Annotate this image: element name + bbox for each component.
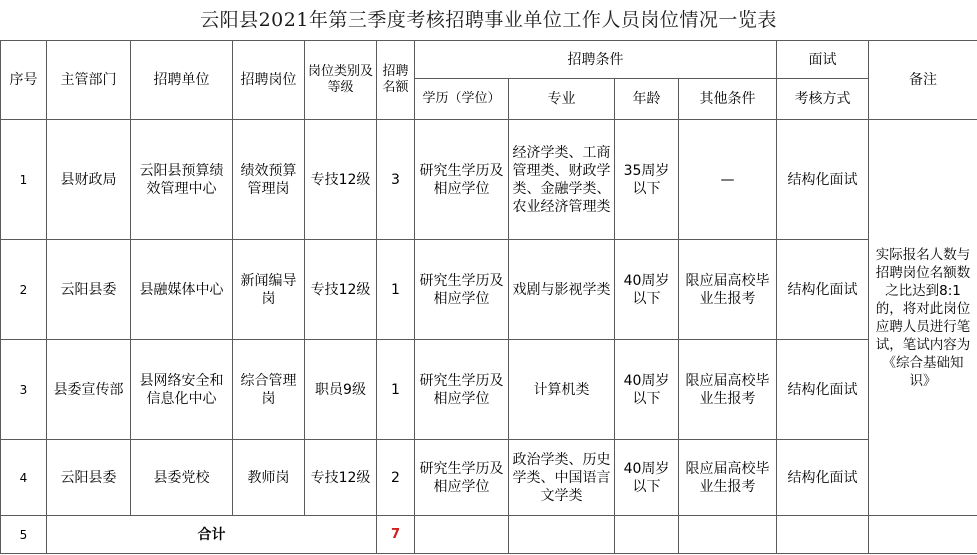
total-label: 合计 (47, 516, 377, 554)
row-age: 35周岁以下 (615, 120, 679, 240)
table-row (1, 240, 977, 340)
header-education: 学历（学位） (415, 79, 509, 120)
row-unit: 云阳县预算绩效管理中心 (131, 120, 233, 240)
header-seq: 序号 (1, 41, 47, 120)
table-row (1, 340, 977, 440)
row-major: 戏剧与影视学类 (509, 240, 615, 340)
row-position: 教师岗 (233, 440, 305, 516)
table-row (1, 120, 977, 240)
row-position: 绩效预算管理岗 (233, 120, 305, 240)
header-other: 其他条件 (679, 79, 777, 120)
row-age: 40周岁以下 (615, 240, 679, 340)
row-position: 综合管理岗 (233, 340, 305, 440)
header-exam-method: 考核方式 (777, 79, 869, 120)
total-row (1, 516, 977, 554)
row-exam-method: 结构化面试 (777, 440, 869, 516)
row-unit: 县融媒体中心 (131, 240, 233, 340)
row-major: 政治学类、历史学类、中国语言文学类 (509, 440, 615, 516)
header-quota: 招聘名额 (377, 41, 415, 120)
row-department: 云阳县委 (47, 440, 131, 516)
header-category: 岗位类别及等级 (305, 41, 377, 120)
table-row (1, 440, 977, 516)
row-department: 县委宣传部 (47, 340, 131, 440)
header-unit: 招聘单位 (131, 41, 233, 120)
row-education: 研究生学历及相应学位 (415, 440, 509, 516)
row-other: — (679, 120, 777, 240)
row-quota: 3 (377, 120, 415, 240)
row-seq: 4 (1, 440, 47, 516)
header-row-1 (1, 41, 977, 79)
row-category: 专技12级 (305, 120, 377, 240)
page-title: 云阳县2021年第三季度考核招聘事业单位工作人员岗位情况一览表 (200, 9, 777, 31)
header-interview: 面试 (777, 41, 869, 79)
row-exam-method: 结构化面试 (777, 120, 869, 240)
header-major: 专业 (509, 79, 615, 120)
row-major: 计算机类 (509, 340, 615, 440)
row-other: 限应届高校毕业生报考 (679, 340, 777, 440)
row-category: 职员9级 (305, 340, 377, 440)
total-seq: 5 (1, 516, 47, 554)
row-category: 专技12级 (305, 440, 377, 516)
header-department: 主管部门 (47, 41, 131, 120)
row-position: 新闻编导岗 (233, 240, 305, 340)
row-seq: 3 (1, 340, 47, 440)
row-education: 研究生学历及相应学位 (415, 340, 509, 440)
row-quota: 1 (377, 340, 415, 440)
row-major: 经济学类、工商管理类、财政学类、金融学类、农业经济管理类 (509, 120, 615, 240)
row-education: 研究生学历及相应学位 (415, 240, 509, 340)
header-conditions: 招聘条件 (415, 41, 777, 79)
row-unit: 县网络安全和信息化中心 (131, 340, 233, 440)
empty-cell (615, 516, 679, 554)
row-exam-method: 结构化面试 (777, 340, 869, 440)
total-value: 7 (377, 516, 415, 554)
row-unit: 县委党校 (131, 440, 233, 516)
empty-cell (679, 516, 777, 554)
remarks-note: 实际报名人数与招聘岗位名额数之比达到8:1的，将对此岗位应聘人员进行笔试，笔试内容为《综合基础知识》 (869, 120, 977, 516)
header-age: 年龄 (615, 79, 679, 120)
header-position: 招聘岗位 (233, 41, 305, 120)
row-quota: 2 (377, 440, 415, 516)
empty-cell (509, 516, 615, 554)
row-quota: 1 (377, 240, 415, 340)
row-age: 40周岁以下 (615, 340, 679, 440)
recruitment-table (0, 40, 977, 554)
row-department: 云阳县委 (47, 240, 131, 340)
row-other: 限应届高校毕业生报考 (679, 440, 777, 516)
row-category: 专技12级 (305, 240, 377, 340)
row-age: 40周岁以下 (615, 440, 679, 516)
row-education: 研究生学历及相应学位 (415, 120, 509, 240)
row-exam-method: 结构化面试 (777, 240, 869, 340)
row-department: 县财政局 (47, 120, 131, 240)
row-seq: 1 (1, 120, 47, 240)
empty-cell (869, 516, 977, 554)
row-other: 限应届高校毕业生报考 (679, 240, 777, 340)
header-remarks: 备注 (869, 41, 977, 120)
row-seq: 2 (1, 240, 47, 340)
empty-cell (777, 516, 869, 554)
empty-cell (415, 516, 509, 554)
